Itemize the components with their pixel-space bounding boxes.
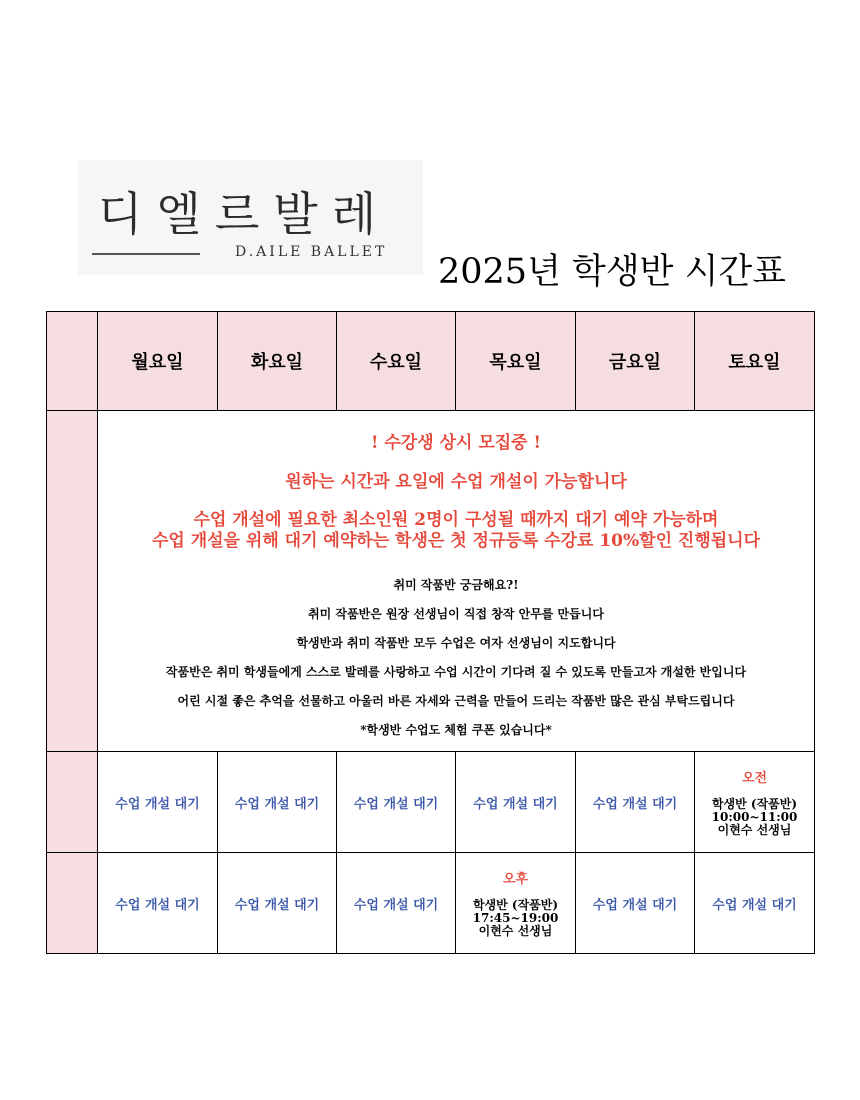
waiting-label: 수업 개설 대기 — [115, 796, 200, 812]
slot-cell — [456, 752, 576, 853]
waiting-label: 수업 개설 대기 — [592, 796, 678, 812]
logo-divider — [92, 253, 200, 255]
waiting-label: 수업 개설 대기 — [712, 897, 797, 913]
notice-line-part: 수업 개설에 필요한 최소인원 2명이 구성될 때까지 대기 예약 가능하며 — [193, 509, 719, 530]
waiting-label: 수업 개설 대기 — [115, 897, 200, 913]
class-time: 10:00~11:00 — [711, 810, 798, 824]
slot-cell — [576, 853, 695, 954]
slot-cell — [218, 853, 337, 954]
waiting-label: 수업 개설 대기 — [592, 897, 678, 913]
day-label: 화요일 — [250, 352, 304, 373]
waiting-label: 수업 개설 대기 — [234, 796, 320, 812]
slot-cell — [98, 853, 218, 954]
info-line: 취미 작품반은 원장 선생님이 직접 창작 안무를 만듭니다 — [308, 606, 604, 621]
day-header-sat — [695, 312, 815, 411]
notice-line-part: 수업 개설을 위해 대기 예약하는 학생은 첫 정규등록 수강료 10%할인 진행됩니다 — [151, 530, 761, 551]
class-period-tag: 오전 — [741, 771, 768, 786]
timetable-row-afternoon — [47, 853, 815, 954]
slot-cell — [695, 853, 815, 954]
waiting-label: 수업 개설 대기 — [353, 796, 439, 812]
slot-cell — [337, 853, 456, 954]
timetable — [46, 311, 815, 954]
class-period-tag: 오후 — [502, 872, 529, 887]
notice-line: 원하는 시간과 요일에 수업 개설이 가능합니다 — [285, 471, 627, 492]
timetable-row-morning — [47, 752, 815, 853]
day-label: 월요일 — [131, 352, 184, 373]
notice-line — [98, 510, 814, 552]
slot-cell — [98, 752, 218, 853]
notice-headline: ! 수강생 상시 모집중 ! — [371, 432, 541, 453]
info-line: *학생반 수업도 체험 쿠폰 있습니다* — [360, 722, 552, 737]
timetable-header-row — [47, 312, 815, 411]
info-line: 어린 시절 좋은 추억을 선물하고 아울러 바른 자세와 근력을 만들어 드리는 작품반 많은 관심 부탁드립니다 — [177, 693, 735, 708]
day-header-thu — [456, 312, 576, 411]
waiting-label: 수업 개설 대기 — [473, 796, 558, 812]
row-label-cell — [47, 752, 98, 853]
class-cell-saturday — [695, 752, 815, 853]
slot-cell — [218, 752, 337, 853]
day-header-wed — [337, 312, 456, 411]
notice-cell — [98, 411, 815, 752]
row-label-cell — [47, 411, 98, 752]
slot-cell — [337, 752, 456, 853]
slot-cell — [576, 752, 695, 853]
logo-english: D.AILE BALLET — [235, 244, 388, 260]
row-label-cell — [47, 853, 98, 954]
page-title: 2025년 학생반 시간표 — [438, 252, 786, 292]
class-teacher: 이현수 선생님 — [478, 924, 553, 938]
class-time: 17:45~19:00 — [472, 911, 559, 925]
info-line: 작품반은 취미 학생들에게 스스로 발레를 사랑하고 수업 시간이 기다려 질 수 있도록 만들고자 개설한 반입니다 — [165, 664, 747, 679]
day-label: 수요일 — [369, 352, 423, 373]
logo-korean: 디엘르발레 — [98, 187, 391, 241]
info-line: 취미 작품반 궁금해요?! — [393, 577, 519, 592]
day-header-fri — [576, 312, 695, 411]
notice-row — [47, 411, 815, 752]
waiting-label: 수업 개설 대기 — [353, 897, 439, 913]
day-label: 금요일 — [608, 352, 662, 373]
corner-cell — [47, 312, 98, 411]
class-name: 학생반 (작품반) — [472, 898, 559, 912]
day-label: 목요일 — [489, 352, 542, 373]
waiting-label: 수업 개설 대기 — [234, 897, 320, 913]
day-header-tue — [218, 312, 337, 411]
class-teacher: 이현수 선생님 — [717, 823, 792, 837]
day-label: 토요일 — [728, 352, 781, 373]
logo — [78, 160, 423, 275]
info-line: 학생반과 취미 작품반 모두 수업은 여자 선생님이 지도합니다 — [296, 635, 616, 650]
class-cell-thursday — [456, 853, 576, 954]
class-name: 학생반 (작품반) — [711, 797, 798, 811]
day-header-mon — [98, 312, 218, 411]
